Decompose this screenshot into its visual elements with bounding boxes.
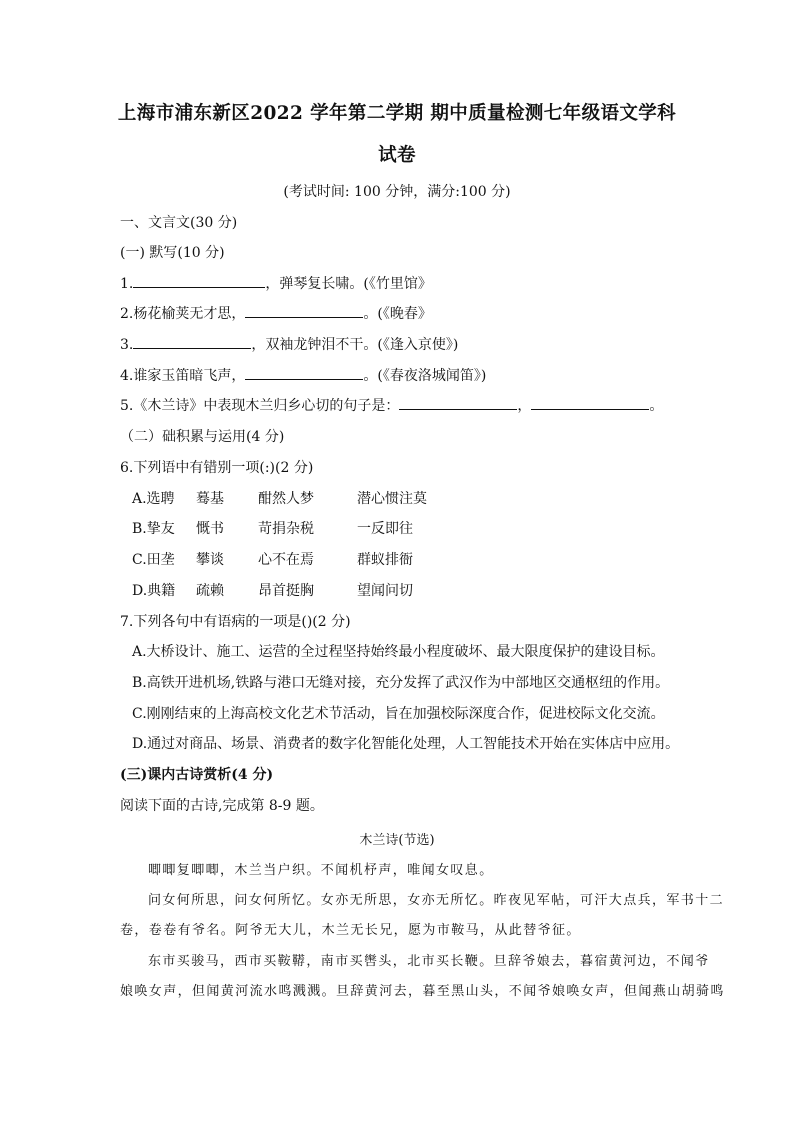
- answer-blank[interactable]: [245, 303, 363, 318]
- question-5: [120, 395, 663, 415]
- punctuation: ，: [517, 398, 532, 414]
- option-word: 望闻问切: [357, 583, 413, 599]
- question-4: [120, 365, 486, 385]
- poem-line: 东市买骏马，西市买鞍鞯，南市买辔头，北市买长鞭。旦辞爷娘去，暮宿黄河边，不闻爷: [148, 954, 710, 969]
- question-text: 2.杨花榆荚无才思，: [120, 306, 246, 322]
- poem-line: 卷，卷卷有爷名。阿爷无大儿，木兰无长兄，愿为市鞍马，从此替爷征。: [120, 923, 581, 938]
- question-text: 5.《木兰诗》中表现木兰归乡心切的句子是：: [120, 398, 400, 414]
- answer-blank[interactable]: [133, 273, 265, 288]
- option-word: 疏赖: [196, 583, 224, 599]
- question-7-stem: 7.下列各句中有语病的一项是()(2 分): [120, 614, 351, 630]
- question-text: 4.谁家玉笛暗飞声，: [120, 368, 246, 384]
- question-text: ，弹琴复长啸。(《竹里馆》: [265, 276, 432, 292]
- exam-info: (考试时间: 100 分钟，满分:100 分): [283, 184, 511, 200]
- question-number: 3.: [120, 337, 134, 353]
- question-1: [120, 273, 432, 293]
- question-number: 1.: [120, 276, 134, 292]
- answer-blank[interactable]: [531, 395, 649, 410]
- question-3: [120, 334, 458, 354]
- section-heading: 一、文言文(30 分): [120, 215, 238, 231]
- question-text: 。(《春夜洛城闻笛》): [363, 368, 487, 384]
- option-label[interactable]: B.挚友: [132, 521, 175, 537]
- option-word: 慨书: [196, 521, 224, 537]
- exam-title: 上海市浦东新区2022 学年第二学期 期中质量检测七年级语文学科: [117, 103, 677, 124]
- option-word: 心不在焉: [258, 552, 314, 568]
- question-text: 。(《晚春》: [363, 306, 432, 322]
- question-7-option-b[interactable]: B.高铁开进机场,铁路与港口无缝对接，充分发挥了武汉作为中部地区交通枢纽的作用。: [132, 675, 670, 691]
- part-heading-accumulation: （二）础积累与运用(4 分): [120, 429, 285, 445]
- option-label[interactable]: C.田垄: [132, 552, 175, 568]
- answer-blank[interactable]: [133, 334, 251, 349]
- option-word: 苛捐杂税: [258, 521, 314, 537]
- poem-line: 问女何所思，问女何所忆。女亦无所思，女亦无所忆。昨夜见军帖，可汗大点兵，军书十二: [148, 893, 725, 908]
- option-word: 酣然人梦: [258, 491, 314, 507]
- question-7-option-a[interactable]: A.大桥设计、施工、运营的全过程坚持始终最小程度破坏、最大限度保护的建设目标。: [132, 644, 665, 660]
- option-label[interactable]: D.典籍: [132, 583, 176, 599]
- option-word: 群蚁排衙: [357, 552, 413, 568]
- option-word: 一反即往: [357, 521, 413, 537]
- poem-line: 娘唤女声，但闻黄河流水鸣溅溅。旦辞黄河去，暮至黑山头，不闻爷娘唤女声，但闻燕山胡骑鸣: [120, 984, 725, 999]
- answer-blank[interactable]: [245, 365, 363, 380]
- reading-instruction: 阅读下面的古诗,完成第 8-9 题。: [120, 798, 324, 814]
- question-2: [120, 303, 432, 323]
- question-7-option-c[interactable]: C.刚刚结束的上海高校文化艺术节活动，旨在加强校际深度合作，促进校际文化交流。: [132, 706, 665, 722]
- option-word: 潜心惯注莫: [357, 491, 427, 507]
- poem-title: 木兰诗(节选): [359, 833, 435, 848]
- part-heading-dictation: (一) 默写(10 分): [120, 245, 225, 261]
- exam-title-continued: 试卷: [378, 145, 416, 166]
- question-text: ，双袖龙钟泪不干。(《逢入京使》): [251, 337, 459, 353]
- option-word: 蓦基: [196, 491, 224, 507]
- question-6-stem: 6.下列语中有错别一项(:)(2 分): [120, 460, 314, 476]
- part-heading-poetry: (三)课内古诗赏析(4 分): [120, 767, 274, 783]
- option-word: 攀谈: [196, 552, 224, 568]
- option-label[interactable]: A.选聘: [132, 491, 175, 507]
- question-7-option-d[interactable]: D.通过对商品、场景、消费者的数字化智能化处理，人工智能技术开始在实体店中应用。: [132, 736, 680, 752]
- option-word: 昂首挺胸: [258, 583, 314, 599]
- punctuation: 。: [649, 398, 664, 414]
- answer-blank[interactable]: [399, 395, 517, 410]
- poem-line: 唧唧复唧唧，木兰当户织。不闻机杼声，唯闻女叹息。: [148, 863, 494, 878]
